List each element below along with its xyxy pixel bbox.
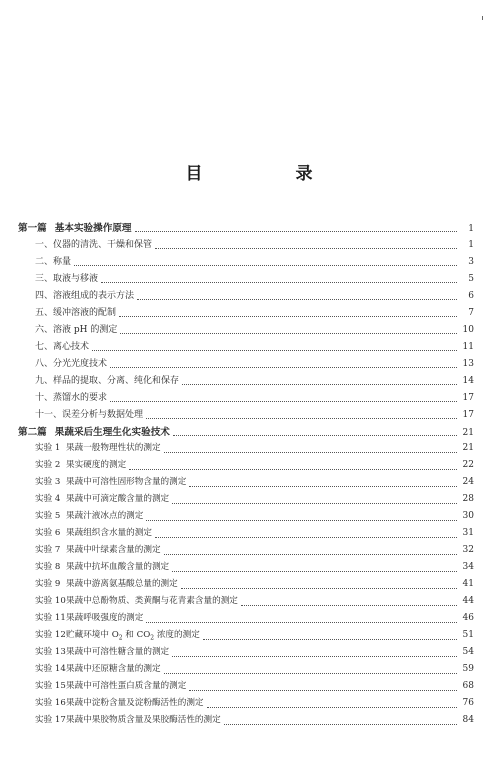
experiment-name: 果蔬中抗坏血酸含量的测定 — [66, 562, 170, 572]
experiment-number: 实验 7 — [35, 545, 61, 555]
dot-leader — [241, 604, 457, 606]
section-label: 三、取液与移液 — [35, 274, 99, 284]
dot-leader — [189, 485, 457, 487]
experiment-name — [66, 628, 200, 642]
experiment-number: 实验 3 — [35, 477, 61, 487]
page-number: 28 — [462, 494, 474, 504]
toc-section[interactable] — [0, 254, 500, 271]
section-label: 九、样品的提取、分离、纯化和保存 — [35, 376, 180, 386]
dot-leader — [119, 315, 457, 317]
dot-leader — [203, 638, 457, 640]
page-number: 1 — [468, 224, 474, 234]
page-number: 22 — [462, 460, 474, 470]
experiment-name: 果蔬中叶绿素含量的测定 — [66, 545, 161, 555]
toc-experiment[interactable] — [0, 611, 500, 628]
experiment-number: 实验 5 — [35, 511, 61, 521]
section-label: 八、分光光度技术 — [35, 359, 108, 369]
toc-experiment[interactable] — [0, 441, 500, 458]
experiment-name: 果蔬中可溶性糖含量的测定 — [66, 647, 170, 657]
experiment-name: 果蔬中可溶性固形物含量的测定 — [66, 477, 187, 487]
toc-part[interactable] — [0, 424, 500, 441]
page-number: 68 — [462, 681, 474, 691]
experiment-name: 果蔬中游离氨基酸总量的测定 — [66, 579, 178, 589]
page-number: 41 — [462, 579, 474, 589]
section-label: 十一、误差分析与数据处理 — [35, 410, 144, 420]
page-title: 目 录 — [185, 164, 351, 184]
dot-leader — [110, 400, 457, 402]
toc-experiment[interactable] — [0, 492, 500, 509]
experiment-number: 实验 13 — [35, 647, 66, 657]
experiment-name: 果蔬中可溶性蛋白质含量的测定 — [66, 681, 187, 691]
page-number: 10 — [462, 325, 474, 335]
page-number: 30 — [462, 511, 474, 521]
dot-leader — [146, 621, 457, 623]
page-number: 54 — [462, 647, 474, 657]
section-label: 十、蒸馏水的要求 — [35, 393, 108, 403]
experiment-number: 实验 6 — [35, 528, 61, 538]
name-part: 和 CO — [122, 630, 151, 640]
section-label: 五、缓冲溶液的配制 — [35, 308, 117, 318]
page-number: 46 — [462, 613, 474, 623]
page-number: 17 — [462, 410, 474, 420]
section-label: 一、仪器的清洗、干燥和保管 — [35, 240, 153, 250]
dot-leader — [129, 468, 457, 470]
part-name: 果蔬采后生理生化实验技术 — [54, 427, 170, 438]
page-number: 84 — [462, 715, 474, 725]
page-number: 3 — [468, 257, 474, 267]
toc-section[interactable] — [0, 356, 500, 373]
dot-leader — [182, 383, 457, 385]
experiment-number: 实验 8 — [35, 562, 61, 572]
experiment-name: 果蔬中总酚物质、类黄酮与花青素含量的测定 — [66, 596, 238, 606]
dot-leader — [146, 417, 457, 419]
dot-leader — [74, 264, 457, 266]
toc-experiment[interactable] — [0, 696, 500, 713]
dot-leader — [172, 502, 457, 504]
page-number: 34 — [462, 562, 474, 572]
toc-part[interactable] — [0, 220, 500, 237]
page-mark — [482, 16, 483, 20]
dot-leader — [135, 230, 457, 232]
dot-leader — [164, 672, 457, 674]
dot-leader — [120, 332, 457, 334]
page-number: 32 — [462, 545, 474, 555]
toc-experiment[interactable] — [0, 679, 500, 696]
experiment-name: 果蔬呼吸强度的测定 — [66, 613, 144, 623]
subscript: 2 — [150, 634, 155, 642]
section-label: 六、溶液 pH 的测定 — [35, 325, 118, 335]
dot-leader — [146, 519, 457, 521]
experiment-number: 实验 14 — [35, 664, 66, 674]
toc-experiment[interactable] — [0, 577, 500, 594]
experiment-name: 果蔬组织含水量的测定 — [66, 528, 152, 538]
experiment-name: 果蔬中果胶物质含量及果胶酶活性的测定 — [66, 715, 221, 725]
page-number: 13 — [462, 359, 474, 369]
toc-section[interactable] — [0, 322, 500, 339]
page-number: 21 — [462, 443, 474, 453]
toc-experiment[interactable] — [0, 509, 500, 526]
dot-leader — [155, 536, 457, 538]
page-number: 1 — [468, 240, 474, 250]
name-part: 贮藏环境中 O — [66, 630, 119, 640]
dot-leader — [181, 587, 457, 589]
page-number: 7 — [468, 308, 474, 318]
toc-section[interactable] — [0, 390, 500, 407]
dot-leader — [173, 434, 457, 436]
dot-leader — [155, 247, 457, 249]
page-number: 44 — [462, 596, 474, 606]
page-number: 5 — [468, 274, 474, 284]
dot-leader — [172, 655, 457, 657]
experiment-name: 果蔬汁液冰点的测定 — [66, 511, 144, 521]
page-number: 59 — [462, 664, 474, 674]
toc-section[interactable] — [0, 373, 500, 390]
experiment-name: 果蔬一般物理性状的测定 — [66, 443, 161, 453]
experiment-number: 实验 2 — [35, 460, 61, 470]
dot-leader — [189, 689, 457, 691]
experiment-name: 果蔬中淀粉含量及淀粉酶活性的测定 — [66, 698, 204, 708]
dot-leader — [137, 298, 457, 300]
section-label: 四、溶液组成的表示方法 — [35, 291, 135, 301]
dot-leader — [164, 553, 457, 555]
toc-experiment[interactable] — [0, 475, 500, 492]
dot-leader — [224, 723, 457, 725]
page-number: 11 — [462, 342, 474, 352]
page-number: 21 — [462, 428, 474, 438]
toc-section[interactable] — [0, 339, 500, 356]
toc-experiment[interactable] — [0, 543, 500, 560]
part-name: 基本实验操作原理 — [54, 223, 132, 234]
part-label: 第二篇 — [18, 427, 47, 438]
experiment-number: 实验 9 — [35, 579, 61, 589]
experiment-number: 实验 1 — [35, 443, 61, 453]
toc-section[interactable] — [0, 407, 500, 424]
experiment-number: 实验 12 — [35, 630, 66, 640]
toc-section[interactable] — [0, 305, 500, 322]
dot-leader — [101, 281, 457, 283]
subscript: 2 — [118, 634, 123, 642]
page-number: 24 — [462, 477, 474, 487]
experiment-number: 实验 4 — [35, 494, 61, 504]
name-part: 浓度的测定 — [154, 630, 200, 640]
page-number: 51 — [462, 630, 474, 640]
experiment-number: 实验 17 — [35, 715, 66, 725]
part-label: 第一篇 — [18, 223, 47, 234]
toc-experiment[interactable] — [0, 645, 500, 662]
toc-experiment[interactable] — [0, 458, 500, 475]
page-number: 76 — [462, 698, 474, 708]
section-label: 七、离心技术 — [35, 342, 90, 352]
page-number: 31 — [462, 528, 474, 538]
page-number: 14 — [462, 376, 474, 386]
toc-section[interactable] — [0, 237, 500, 254]
toc-section[interactable] — [0, 288, 500, 305]
experiment-name: 果实硬度的测定 — [66, 460, 127, 470]
experiment-number: 实验 16 — [35, 698, 66, 708]
toc-experiment[interactable] — [0, 628, 500, 645]
dot-leader — [164, 451, 457, 453]
dot-leader — [92, 349, 457, 351]
page-number: 6 — [468, 291, 474, 301]
dot-leader — [207, 706, 457, 708]
toc-section[interactable] — [0, 271, 500, 288]
toc-experiment[interactable] — [0, 594, 500, 611]
experiment-number: 实验 11 — [35, 613, 66, 623]
page-number: 17 — [462, 393, 474, 403]
experiment-number: 实验 10 — [35, 596, 66, 606]
toc-experiment[interactable] — [0, 713, 500, 730]
section-label: 二、称量 — [35, 257, 72, 267]
dot-leader — [110, 366, 457, 368]
toc-experiment[interactable] — [0, 526, 500, 543]
experiment-name: 果蔬中可滴定酸含量的测定 — [66, 494, 170, 504]
experiment-number: 实验 15 — [35, 681, 66, 691]
toc-experiment[interactable] — [0, 560, 500, 577]
experiment-name: 果蔬中还原糖含量的测定 — [66, 664, 161, 674]
dot-leader — [172, 570, 457, 572]
toc-experiment[interactable] — [0, 662, 500, 679]
